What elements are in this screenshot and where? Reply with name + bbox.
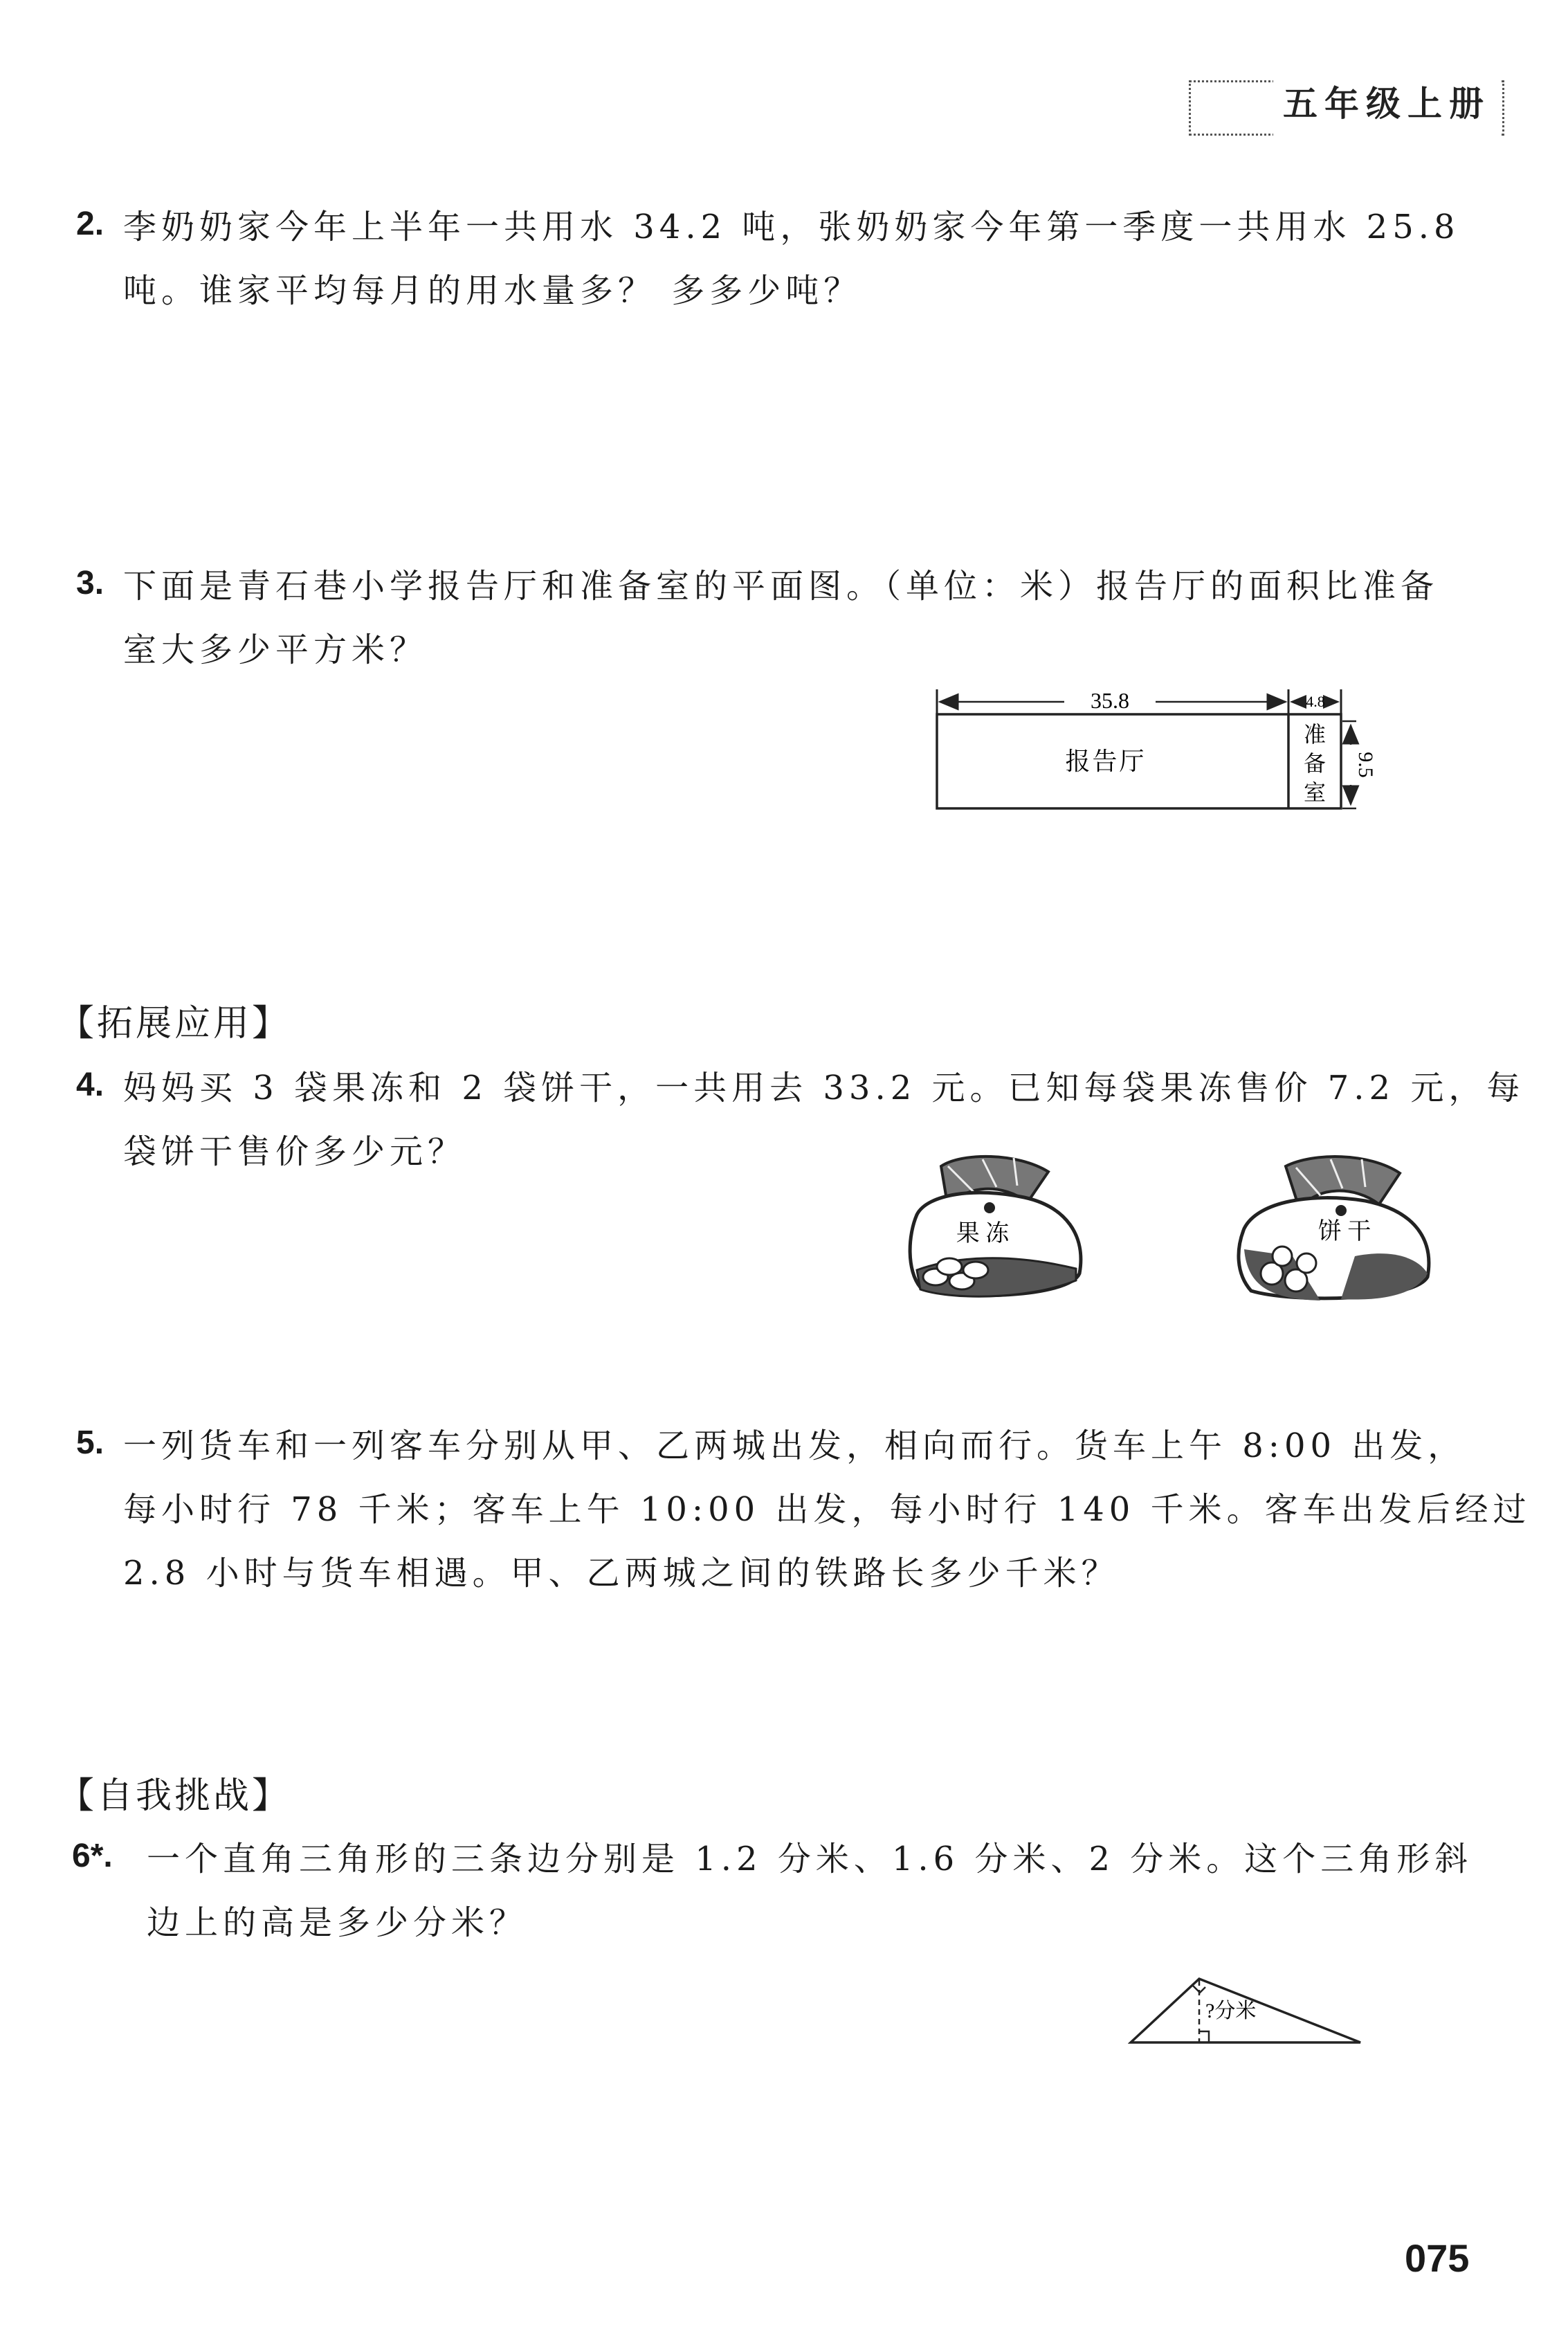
question-5-line-1: 一列货车和一列客车分别从甲、乙两城出发，相向而行。货车上午 8:00 出发，	[123, 1426, 1466, 1465]
question-2-number: 2.	[76, 206, 104, 242]
triangle-diagram	[1128, 1976, 1370, 2045]
height-label: 9.5	[1354, 752, 1377, 778]
question-4-line-1: 妈妈买 3 袋果冻和 2 袋饼干，一共用去 33.2 元。已知每袋果冻售价 7.2 元，每	[123, 1069, 1525, 1107]
room-label-char-3: 室	[1303, 780, 1327, 805]
question-4-number: 4.	[76, 1067, 104, 1103]
question-5-line-2: 每小时行 78 千米；客车上午 10:00 出发，每小时行 140 千米。客车出发后经过	[123, 1490, 1531, 1529]
room-label-char-2: 备	[1303, 751, 1327, 776]
room-width-label: 4.8	[1306, 693, 1325, 710]
triangle-height-label: ?分米	[1205, 2000, 1257, 2022]
question-2-line-2: 吨。谁家平均每月的用水量多？ 多多少吨？	[123, 271, 862, 310]
question-3-line-2: 室大多少平方米？	[123, 631, 428, 669]
question-6-number: 6*.	[72, 1838, 113, 1874]
grade-title: 五年级上册	[1273, 69, 1500, 138]
section-extension-heading: 【拓展应用】	[58, 1003, 291, 1044]
jelly-bag-illustration	[900, 1152, 1107, 1308]
hall-label: 报告厅	[1065, 747, 1147, 775]
question-5-line-3: 2.8 小时与货车相遇。甲、乙两城之间的铁路长多少千米？	[123, 1554, 1120, 1593]
question-3-line-1: 下面是青石巷小学报告厅和准备室的平面图。（单位：米）报告厅的面积比准备	[123, 567, 1439, 606]
question-5-number: 5.	[76, 1424, 104, 1461]
biscuit-bag-label: 饼 干	[1318, 1219, 1371, 1244]
hall-width-label: 35.8	[1091, 688, 1129, 713]
floor-plan-diagram	[927, 685, 1384, 824]
biscuit-bag-illustration	[1230, 1152, 1445, 1308]
section-challenge-heading: 【自我挑战】	[58, 1775, 291, 1817]
room-label-char-1: 准	[1303, 722, 1327, 747]
question-6-line-2: 边上的高是多少分米？	[147, 1903, 528, 1942]
question-6-line-1: 一个直角三角形的三条边分别是 1.2 分米、1.6 分米、2 分米。这个三角形斜	[147, 1840, 1473, 1878]
question-4-line-2: 袋饼干售价多少元？	[123, 1132, 466, 1171]
jelly-bag-label: 果 冻	[956, 1221, 1010, 1247]
question-3-number: 3.	[76, 565, 104, 601]
question-2-line-1: 李奶奶家今年上半年一共用水 34.2 吨，张奶奶家今年第一季度一共用水 25.8	[123, 208, 1460, 246]
page-number: 075	[1405, 2236, 1470, 2280]
